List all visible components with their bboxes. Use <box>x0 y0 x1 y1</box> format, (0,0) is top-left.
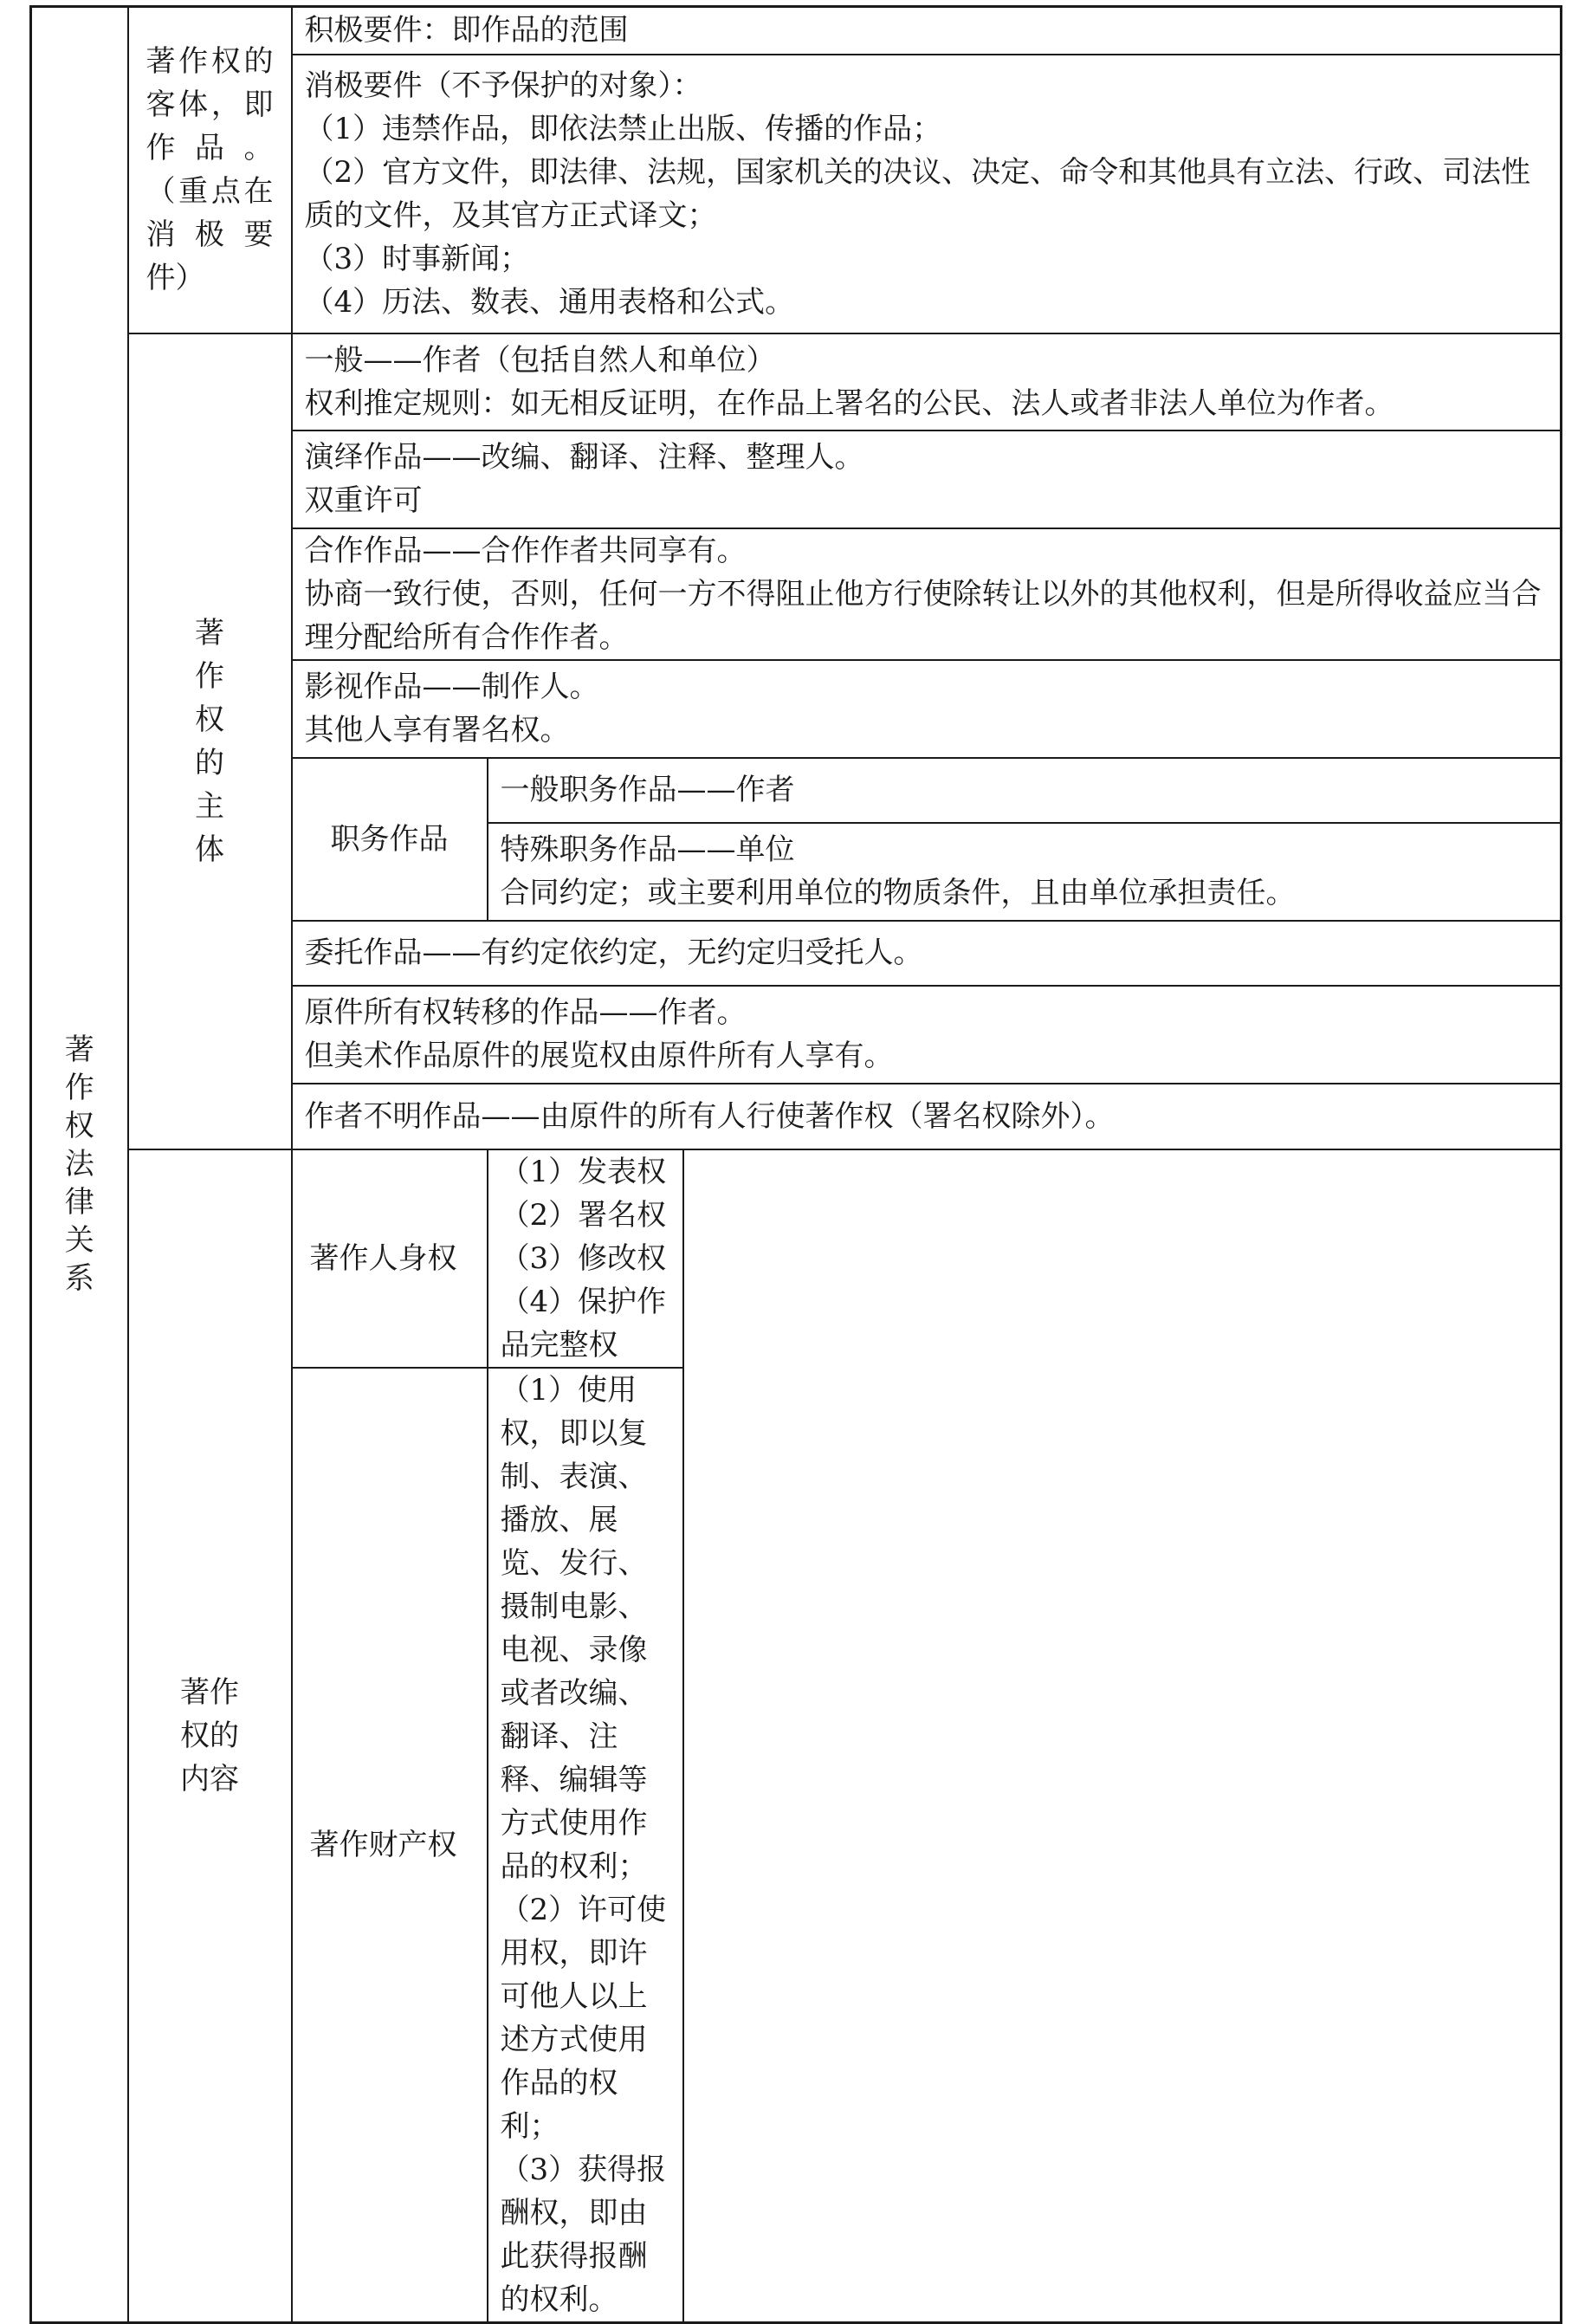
object-label-cell <box>128 7 292 333</box>
original-transfer-line: 原件所有权转移的作品——作者。 <box>304 995 747 1030</box>
employment-special-line: 特殊职务作品——单位 <box>500 832 795 867</box>
personal-rights-label: 著作人身权 <box>292 1149 488 1368</box>
personal-right-item: （1）发表权 <box>500 1154 667 1189</box>
anonymous-work: 作者不明作品——由原件的所有人行使著作权（署名权除外）。 <box>292 1084 1562 1149</box>
film-signature: 其他人享有署名权。 <box>304 713 570 748</box>
copyright-table <box>29 5 1562 2324</box>
joint-work-line: 合作作品——合作作者共同享有。 <box>304 533 747 568</box>
property-rights-items <box>488 1368 683 2323</box>
employment-special-condition: 合同约定；或主要利用单位的物质条件，且由单位承担责任。 <box>500 876 1296 910</box>
content-label-cell <box>128 1149 292 2323</box>
derivative-work-line: 演绎作品——改编、翻译、注释、整理人。 <box>304 440 864 475</box>
employment-general: 一般职务作品——作者 <box>488 758 1562 823</box>
employment-special <box>488 823 1562 921</box>
general-author-line: 一般——作者（包括自然人和单位） <box>304 342 776 378</box>
film-work <box>292 660 1562 758</box>
joint-work <box>292 528 1562 660</box>
personal-right-item: （4）保护作品完整权 <box>500 1284 667 1363</box>
property-right-item: （3）获得报酬权，即由此获得报酬的权利。 <box>500 2152 667 2317</box>
joint-work-rule: 协商一致行使，否则，任何一方不得阻止他方行使除转让以外的其他权利，但是所得收益应当合理分配给所有合作作者。 <box>304 576 1542 655</box>
negative-item: （2）官方文件，即法律、法规，国家机关的决议、决定、命令和其他具有立法、行政、司法性质的文件，及其官方正式译文； <box>304 154 1531 233</box>
negative-requirement <box>292 55 1562 333</box>
subject-label-cell <box>128 333 292 1149</box>
personal-rights-items <box>488 1149 683 1368</box>
presumption-rule: 权利推定规则：如无相反证明，在作品上署名的公民、法人或者非法人单位为作者。 <box>304 385 1394 421</box>
negative-title: 消极要件（不予保护的对象）： <box>304 68 702 103</box>
exhibition-right: 但美术作品原件的展览权由原件所有人享有。 <box>304 1039 894 1073</box>
subject-label: 著作权的主体 <box>195 615 224 867</box>
negative-item: （1）违禁作品，即依法禁止出版、传播的作品； <box>304 111 942 146</box>
root-label: 著作权法律关系 <box>64 1033 94 1297</box>
dual-license: 双重许可 <box>304 483 423 518</box>
original-transfer-work <box>292 986 1562 1084</box>
personal-right-item: （2）署名权 <box>500 1197 667 1233</box>
property-right-item: （1）使用权，即以复制、表演、播放、展览、发行、摄制电影、电视、录像或者改编、翻译、注释、编辑等方式使用作品的权利； <box>500 1372 648 1884</box>
property-right-item: （2）许可使用权，即许可他人以上述方式使用作品的权利； <box>500 1892 667 2144</box>
commissioned-work: 委托作品——有约定依约定，无约定归受托人。 <box>292 921 1562 986</box>
property-rights-label: 著作财产权 <box>292 1368 488 2323</box>
root-label-cell <box>31 7 128 2323</box>
film-work-line: 影视作品——制作人。 <box>304 670 599 704</box>
negative-item: （3）时事新闻； <box>304 241 530 276</box>
general-author <box>292 333 1562 430</box>
object-label: 著作权的客体，即作品。（重点在消极要件） <box>146 44 274 296</box>
content-label: 著作权的内容 <box>180 1674 239 1796</box>
employment-work-label: 职务作品 <box>292 758 488 921</box>
derivative-work <box>292 430 1562 528</box>
positive-requirement: 积极要件：即作品的范围 <box>292 7 1562 55</box>
personal-right-item: （3）修改权 <box>500 1240 667 1276</box>
negative-item: （4）历法、数表、通用表格和公式。 <box>304 284 795 320</box>
